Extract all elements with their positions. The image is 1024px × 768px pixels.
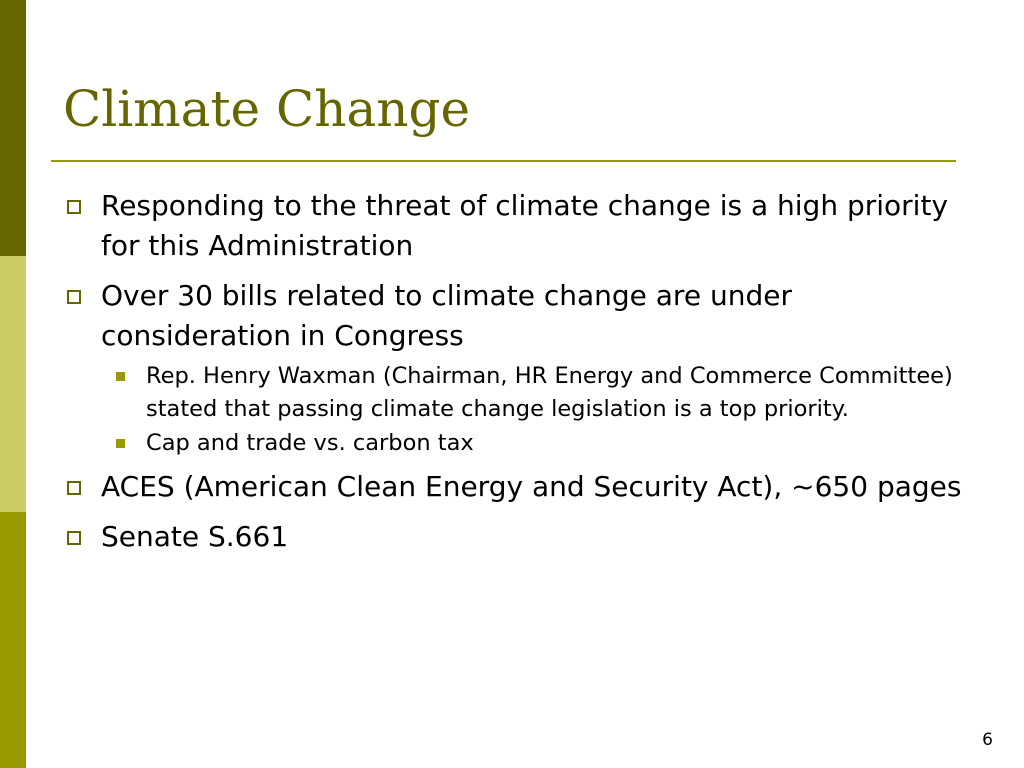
- sub-bullet-text: Cap and trade vs. carbon tax: [146, 430, 474, 456]
- bullet-text: ACES (American Clean Energy and Security Act), ~650 pages: [101, 470, 962, 503]
- sub-bullet-item: [62, 427, 962, 460]
- sidebar-segment-top: [0, 0, 26, 256]
- bullet-item: [62, 517, 962, 557]
- filled-square-bullet-icon: [116, 439, 125, 448]
- bullet-list: [62, 186, 962, 567]
- sidebar-segment-middle: [0, 256, 26, 512]
- hollow-square-bullet-icon: [67, 481, 81, 495]
- bullet-item: [62, 186, 962, 266]
- bullet-text: Over 30 bills related to climate change are under consideration in Congress: [101, 279, 792, 352]
- title-underline: [51, 160, 956, 162]
- sub-bullet-text: Rep. Henry Waxman (Chairman, HR Energy and Commerce Committee) stated that passing climate change legislation is a top priority.: [146, 363, 953, 422]
- bullet-item: [62, 276, 962, 356]
- bullet-item: [62, 467, 962, 507]
- filled-square-bullet-icon: [116, 372, 125, 381]
- hollow-square-bullet-icon: [67, 531, 81, 545]
- hollow-square-bullet-icon: [67, 200, 81, 214]
- page-number: 6: [982, 730, 993, 750]
- sidebar-segment-bottom: [0, 512, 26, 768]
- hollow-square-bullet-icon: [67, 290, 81, 304]
- bullet-text: Responding to the threat of climate change is a high priority for this Administration: [101, 189, 949, 262]
- sub-bullet-item: [62, 360, 962, 426]
- slide-title: Climate Change: [63, 80, 471, 138]
- decorative-sidebar: [0, 0, 26, 768]
- bullet-text: Senate S.661: [101, 520, 289, 553]
